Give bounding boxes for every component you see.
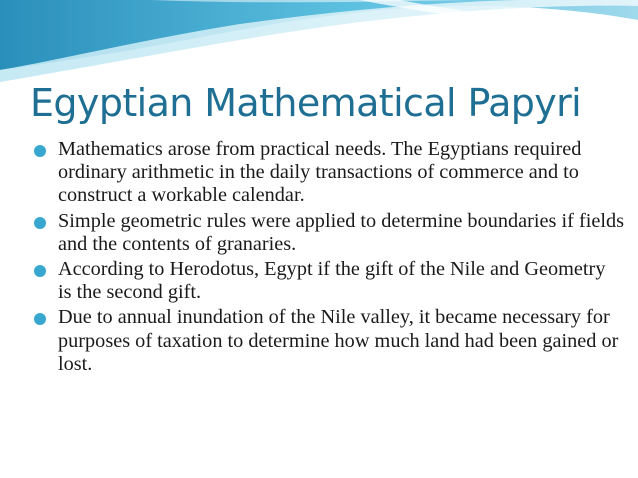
bullet-item	[34, 210, 624, 256]
bullet-text: Mathematics arose from practical needs. The Egyptians required ordinary arithmetic in the daily transactions of commerce and to construct a workable calendar.	[58, 138, 582, 207]
bullet-item	[34, 138, 624, 208]
bullet-icon	[34, 313, 46, 325]
bullet-item	[34, 258, 624, 304]
bullet-icon	[34, 265, 46, 277]
bullet-icon	[34, 145, 46, 157]
bullet-item	[34, 306, 624, 376]
slide-title: Egyptian Mathematical Papyri	[30, 81, 582, 125]
bullet-list	[34, 138, 624, 378]
header-wave-decoration	[0, 0, 638, 90]
bullet-text: Due to annual inundation of the Nile valley, it became necessary for purposes of taxation to determine how much land had been gained or lost.	[58, 306, 619, 375]
bullet-text: According to Herodotus, Egypt if the gift of the Nile and Geometry is the second gift.	[58, 258, 606, 304]
bullet-text: Simple geometric rules were applied to determine boundaries if fields and the contents of granaries.	[58, 209, 625, 255]
bullet-icon	[34, 217, 46, 229]
